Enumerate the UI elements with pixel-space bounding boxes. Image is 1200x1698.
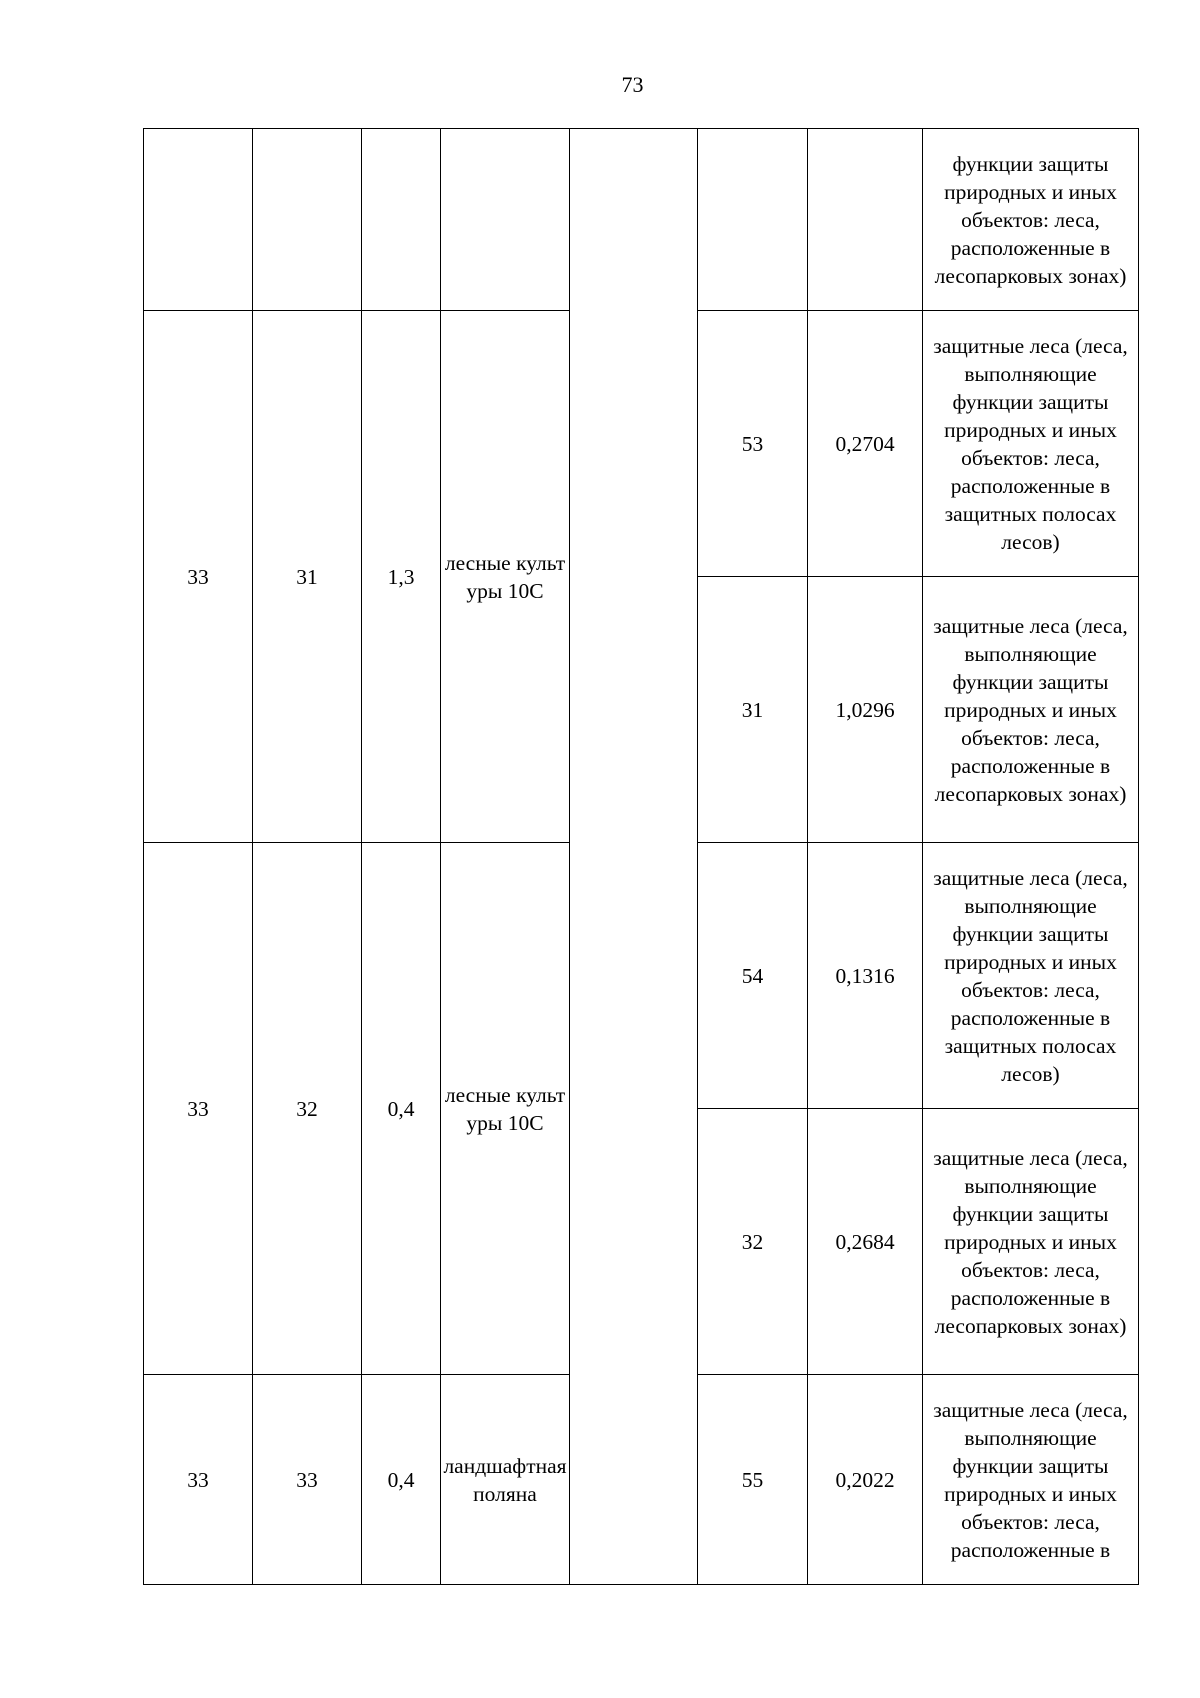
cell-merged-column bbox=[570, 129, 698, 1585]
cell-area: 0,4 bbox=[362, 1375, 441, 1585]
cell-desc: защитные леса (леса, выполняющие функции защиты природных и иных объектов: леса, расположенные в bbox=[923, 1375, 1139, 1585]
cell-num: 53 bbox=[698, 311, 808, 577]
cell-desc: защитные леса (леса, выполняющие функции защиты природных и иных объектов: леса, расположенные в лесопарковых зонах) bbox=[923, 1109, 1139, 1375]
cell-col2: 33 bbox=[253, 1375, 362, 1585]
cell-value: 0,2684 bbox=[808, 1109, 923, 1375]
cell-desc: защитные леса (леса, выполняющие функции защиты природных и иных объектов: леса, расположенные в защитных полосах лесов) bbox=[923, 843, 1139, 1109]
cell-num: 32 bbox=[698, 1109, 808, 1375]
cell-value: 0,1316 bbox=[808, 843, 923, 1109]
cell-type: лесные культуры 10С bbox=[441, 843, 570, 1375]
cell-col1-empty bbox=[144, 129, 253, 311]
cell-col1: 33 bbox=[144, 311, 253, 843]
cell-desc: защитные леса (леса, выполняющие функции защиты природных и иных объектов: леса, расположенные в защитных полосах лесов) bbox=[923, 311, 1139, 577]
cell-type: ландшафтная поляна bbox=[441, 1375, 570, 1585]
cell-num-empty bbox=[698, 129, 808, 311]
cell-type: лесные культуры 10С bbox=[441, 311, 570, 843]
cell-col2: 31 bbox=[253, 311, 362, 843]
cell-area-empty bbox=[362, 129, 441, 311]
table-row-continuation bbox=[144, 129, 1139, 311]
cell-desc: защитные леса (леса, выполняющие функции защиты природных и иных объектов: леса, расположенные в лесопарковых зонах) bbox=[923, 577, 1139, 843]
cell-col1: 33 bbox=[144, 843, 253, 1375]
cell-col1: 33 bbox=[144, 1375, 253, 1585]
cell-type-empty bbox=[441, 129, 570, 311]
land-plot-table bbox=[143, 128, 1139, 1585]
cell-col2: 32 bbox=[253, 843, 362, 1375]
cell-value: 1,0296 bbox=[808, 577, 923, 843]
cell-desc: функции защиты природных и иных объектов: леса, расположенные в лесопарковых зонах) bbox=[923, 129, 1139, 311]
cell-value: 0,2704 bbox=[808, 311, 923, 577]
cell-value: 0,2022 bbox=[808, 1375, 923, 1585]
cell-area: 1,3 bbox=[362, 311, 441, 843]
cell-num: 31 bbox=[698, 577, 808, 843]
page-number: 73 bbox=[621, 72, 644, 97]
cell-area: 0,4 bbox=[362, 843, 441, 1375]
cell-value-empty bbox=[808, 129, 923, 311]
cell-col2-empty bbox=[253, 129, 362, 311]
cell-num: 54 bbox=[698, 843, 808, 1109]
cell-num: 55 bbox=[698, 1375, 808, 1585]
